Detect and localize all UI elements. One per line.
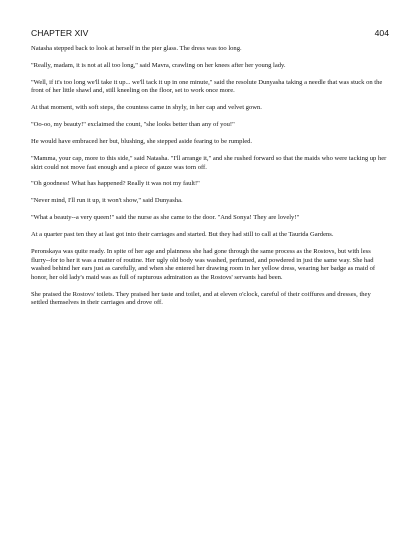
body-text [31,45,388,316]
paragraph: Peronskaya was quite ready. In spite of her age and plainness she had gone through the same process as the Rostovs, but with less flurry--for to her it was a matter of routine. Her ugly old body was washed, perfumed, and powdered in just the same way. She had washed behind her ears just as carefully, and when she entered her drawing room in her yellow dress, wearing her badge as maid of honor, her old lady's maid was as full of rapturous admiration as the Rostovs' servants had been. [31,247,376,281]
page-header [31,27,389,39]
paragraph: At that moment, with soft steps, the countess came in shyly, in her cap and velvet gown. [31,104,262,112]
paragraph: He would have embraced her but, blushing, she stepped aside fearing to be rumpled. [31,138,253,146]
paragraph: She praised the Rostovs' toilets. They praised her taste and toilet, and at eleven o'clock, careful of their coiffures and dresses, they settled themselves in their carriages and drove off. [31,290,371,307]
paragraph: "What a beauty--a very queen!" said the nurse as she came to the door. "And Sonya! They are lovely!" [31,214,300,222]
paragraph: Natasha stepped back to look at herself in the pier glass. The dress was too long. [31,45,242,52]
paragraph: "Oh goodness! What has happened? Really it was not my fault!" [31,180,200,188]
paragraph: "Well, if it's too long we'll take it up... we'll tack it up in one minute," said the resolute Dunyasha taking a needle that was stuck on the front of her little shawl and, still kneeling on the floor, set to work once more. [31,78,383,95]
paragraph: At a quarter past ten they at last got into their carriages and started. But they had still to call at the Taurida Gardens. [31,231,334,239]
paragraph: "Mamma, your cap, more to this side," said Natasha. "I'll arrange it," and she rushed forward so that the maids who were tacking up her skirt could not move fast enough and a piece of gauze was torn off. [31,154,387,171]
paragraph: "Really, madam, it is not at all too long," said Mavra, crawling on her knees after her young lady. [31,61,286,69]
chapter-title: CHAPTER XIV [31,28,89,38]
paragraph: "Never mind, I'll run it up, it won't show," said Dunyasha. [31,197,183,205]
paragraph: "Oo-oo, my beauty!" exclaimed the count, "she looks better than any of you!" [31,121,235,129]
page-number: 404 [374,28,389,38]
